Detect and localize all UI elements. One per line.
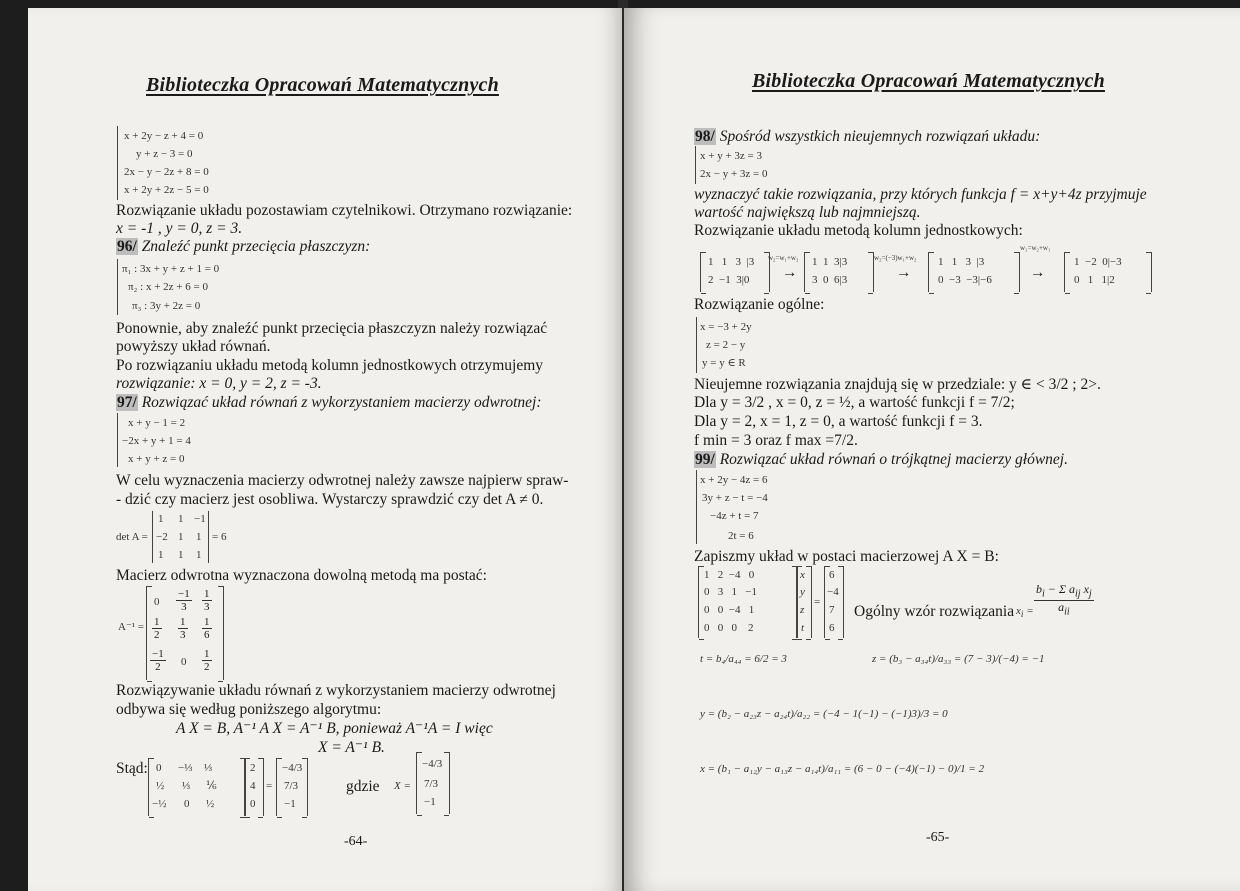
matrix-cell: 1 3 (180, 616, 186, 641)
system-brace (696, 470, 697, 544)
paragraph: Ponownie, aby znaleźć punkt przecięcia płaszczyzn należy rozwiązać (116, 320, 548, 337)
equation: x + y + z = 0 (128, 453, 185, 465)
equation: 2x − y − 2z + 8 = 0 (124, 166, 209, 178)
det-label: det A = (116, 531, 148, 543)
paragraph: Po rozwiązaniu układu metodą kolumn jednostkowych otrzymujemy (116, 357, 544, 374)
matrix-cell: 1 3 (204, 588, 210, 613)
det-bar (152, 511, 153, 563)
paragraph: Dla y = 3/2 , x = 0, z = ½, a wartość funkcji f = 7/2; (694, 394, 1015, 411)
equation: −2x + y + 1 = 4 (122, 435, 191, 447)
paragraph: Rozwiązywanie układu równań z wykorzystaniem macierzy odwrotnej (116, 682, 556, 699)
eq-x: x = (b₁ − a₁₂y − a₁₃z − a₁₄t)/a₁₁ = (6 − 0 − (−4)(−1) − 0)/1 = 2 (700, 763, 985, 775)
det-cell: 1 (178, 549, 184, 561)
paragraph: W celu wyznaczenia macierzy odwrotnej należy zawsze najpierw spraw- (116, 472, 569, 489)
matrix-cell: 1 6 (204, 616, 210, 641)
matrix-cell: 1 2 (204, 648, 210, 673)
problem-96: 96/ Znaleźć punkt przecięcia płaszczyzn: (117, 238, 371, 255)
paragraph: Rozwiązanie układu metodą kolumn jednostkowych: (694, 222, 1023, 239)
arrow: → (782, 264, 798, 281)
paragraph: powyższy układ równań. (116, 338, 271, 355)
page-header: Biblioteczka Opracowań Matematycznych (146, 74, 499, 96)
row-op: w₂=w₁+w₂ (768, 254, 799, 262)
det-cell: 1 (158, 513, 164, 525)
det-value: = 6 (212, 531, 227, 543)
equation: y = y ∈ R (702, 357, 746, 369)
matrix-cell: 1 2 (154, 616, 160, 641)
paragraph: Zapiszmy układ w postaci macierzowej A X = B: (694, 548, 999, 565)
ainv-label: A⁻¹ = (118, 621, 145, 633)
paragraph: rozwiązanie: x = 0, y = 2, z = -3. (116, 375, 322, 392)
system-brace (696, 317, 697, 373)
det-cell: 1 (158, 549, 164, 561)
arrow: → (1030, 264, 1046, 281)
paragraph: f min = 3 oraz f max =7/2. (694, 432, 858, 449)
matrix-cell: 0 (154, 596, 160, 608)
stad-label: Stąd: (116, 760, 148, 777)
paragraph: Nieujemne rozwiązania znajdują się w przedziale: y ∈ < 3/2 ; 2>. (694, 376, 1101, 393)
problem-97: 97/ Rozwiązać układ równań z wykorzystaniem macierzy odwrotnej: (117, 394, 542, 411)
equation: x = −3 + 2y (700, 321, 752, 333)
equation: π₃ : 3y + 2z = 0 (132, 300, 201, 312)
solution: x = -1 , y = 0, z = 3. (116, 220, 243, 237)
equation: x + 2y − z + 4 = 0 (124, 130, 204, 142)
equation: 3y + z − t = −4 (702, 492, 768, 504)
eq-t: t = b₄/a₄₄ = 6/2 = 3 (700, 653, 787, 665)
system-brace (695, 146, 696, 184)
algorithm-line: A X = B, A⁻¹ A X = A⁻¹ B, ponieważ A⁻¹A = I więc (176, 720, 493, 737)
equation: 2x − y + 3z = 0 (700, 168, 768, 180)
eq-z: z = (b₃ − a₃₄t)/a₃₃ = (7 − 3)/(−4) = −1 (872, 653, 1045, 665)
equation: z = 2 − y (706, 339, 746, 351)
problem-98: 98/ Spośród wszystkich nieujemnych rozwiązań układu: (695, 128, 1041, 145)
row-op: w₂=(−3)w₁+w₂ (874, 254, 917, 262)
problem-99: 99/ Rozwiązać układ równań o trójkątnej macierzy głównej. (695, 451, 1068, 468)
matrix-cell: −1 3 (178, 588, 190, 613)
det-cell: 1 (178, 513, 184, 525)
system-brace (117, 413, 118, 467)
page-number: -64- (344, 834, 368, 849)
arrow: → (896, 264, 912, 281)
equation: x + y − 1 = 2 (128, 417, 186, 429)
row-op: w₁=w₂+w₁ (1020, 244, 1051, 252)
equation: x + 2y − 4z = 6 (700, 474, 768, 486)
paragraph: - dzić czy macierz jest osobliwa. Wystarczy sprawdzić czy det A ≠ 0. (116, 491, 544, 508)
equation: 2t = 6 (728, 530, 754, 542)
det-bar (208, 511, 209, 563)
gdzie-label: gdzie (346, 778, 380, 795)
det-cell: 1 (178, 531, 184, 543)
det-cell: 1 (196, 549, 202, 561)
system-brace (117, 126, 118, 200)
right-page: Biblioteczka Opracowań Matematycznych 98/ Spośród wszystkich nieujemnych rozwiązań układu: x + y + 3z = 3 2x − y + 3z = 0 wyznaczyć takie rozwiązania, przy których funkcja f = x+y+4z przyjmuje wartość największą lub najmniejszą. Rozwiązanie układu metodą kolumn jednostkowych: 1 1 3 |3 2 −1 3|0 w₂=w₁+w₂ → 1 1 3|3 3 0 6|3 w₂=(−3)w₁+w₂ → 1 1 3 |3 0 −3 −3|−6 w₁=w₂+w₁ → 1 −2 0|−3 0 1 1|2 Rozwiązanie ogólne: x = −3 + 2y z = 2 − y y = y ∈ R Nieujemne rozwiązania znajdują się w przedziale: y ∈ < 3/2 ; 2>. Dla y = 3/2 , x = 0, z = ½, a wartość funkcji f = 7/2; Dla y = 2, x = 1, z = 0, a wartość funkcji f = 3. f min = 3 oraz f max =7/2. 99/ Rozwiązać układ równań o trójkątnej macierzy głównej. x + 2y − 4z = 6 3y + z − t = −4 −4z + t = 7 2t = 6 Zapiszmy układ w postaci macierzowej A X = B: 1 2 −4 0 0 3 1 −1 0 0 −4 1 0 0 0 2 x y z t = 6 −4 7 6 Ogólny wzór rozwiązania $b_i - \Sigma$ $a_{ij}$ $x_j$ $a_{ii}$ $x_i$ = t = b₄/a₄₄ = 6/2 = 3 z = (b₃ − a₃₄t)/a₃₃ = (7 − 3)/(−4) = −1 y = (b₂ − a₂₃z − a₂₄t)/a₂₂ = (−4 − 1(−1) − (−1)3)/3 = 0 x = (b₁ − a₁₂y − a₁₃z − a₁₄t)/a₁₁ = (6 − 0 − (−4)(−1) − 0)/1 = 2 -65- (624, 8, 1240, 891)
equation: π₂ : x + 2z + 6 = 0 (128, 281, 208, 293)
paragraph: wyznaczyć takie rozwiązania, przy których funkcja f = x+y+4z przyjmuje (694, 186, 1147, 203)
page-number: -65- (926, 830, 950, 845)
paragraph: odbywa się według poniższego algorytmu: (116, 701, 382, 718)
system-brace (117, 259, 118, 315)
formula-label: Ogólny wzór rozwiązania (854, 603, 1015, 620)
paragraph: wartość największą lub najmniejszą. (694, 204, 921, 221)
paragraph: Rozwiązanie układu pozostawiam czytelnikowi. Otrzymano rozwiązanie: (116, 202, 573, 219)
paragraph: Rozwiązanie ogólne: (694, 296, 825, 313)
equation: y + z − 3 = 0 (136, 148, 193, 160)
eq-y: y = (b₂ − a₂₃z − a₂₄t)/a₂₂ = (−4 − 1(−1) − (−1)3)/3 = 0 (700, 708, 948, 720)
paragraph: Macierz odwrotna wyznaczona dowolną metodą ma postać: (116, 567, 487, 584)
matrix-cell: 0 (181, 656, 187, 668)
matrix-cell: −1 2 (152, 648, 164, 673)
det-cell: 1 (196, 531, 202, 543)
left-page: Biblioteczka Opracowań Matematycznych x + 2y − z + 4 = 0 y + z − 3 = 0 2x − y − 2z + 8 = 0 x + 2y + 2z − 5 = 0 Rozwiązanie układu pozostawiam czytelnikowi. Otrzymano rozwiązanie: x = -1 , y = 0, z = 3. 96/ Znaleźć punkt przecięcia płaszczyzn: π₁ : 3x + y + z + 1 = 0 π₂ : x + 2z + 6 = 0 π₃ : 3y + 2z = 0 Ponownie, aby znaleźć punkt przecięcia płaszczyzn należy rozwiązać powyższy układ równań. Po rozwiązaniu układu metodą kolumn jednostkowych otrzymujemy rozwiązanie: x = 0, y = 2, z = -3. 97/ Rozwiązać układ równań z wykorzystaniem macierzy odwrotnej: x + y − 1 = 2 −2x + y + 1 = 4 x + y + z = 0 W celu wyznaczenia macierzy odwrotnej należy zawsze najpierw spraw- - dzić czy macierz jest osobliwa. Wystarczy sprawdzić czy det A ≠ 0. det A = 1 1 −1 −2 1 1 1 1 1 = 6 Macierz odwrotna wyznaczona dowolną metodą ma postać: A⁻¹ = 0 −1 3 1 3 1 2 1 3 1 6 −1 2 0 1 2 Rozwiązywanie układu równań z wykorzystaniem macierzy odwrotnej odbywa się według poniższego algorytmu: A X = B, A⁻¹ A X = A⁻¹ B, ponieważ A⁻¹A = I więc X = A⁻¹ B. Stąd: 0 −⅓ ⅓ ½ ⅓ ⅙ −½ 0 ½ 2 4 0 = −4/3 7/3 −1 gdzie X = −4/3 7/3 −1 -64- (28, 8, 622, 891)
general-formula: $b_i - \Sigma$ $a_{ij}$ $x_j$ $a_{ii}$ (1036, 582, 1092, 618)
equation: x + y + 3z = 3 (700, 150, 762, 162)
paragraph: Dla y = 2, x = 1, z = 0, a wartość funkcji f = 3. (694, 413, 983, 430)
equation: −4z + t = 7 (710, 510, 759, 522)
det-cell: −2 (156, 531, 168, 543)
equation: π₁ : 3x + y + z + 1 = 0 (122, 263, 220, 275)
equation: x + 2y + 2z − 5 = 0 (124, 184, 209, 196)
algorithm-line: X = A⁻¹ B. (318, 739, 385, 756)
page-header: Biblioteczka Opracowań Matematycznych (752, 70, 1105, 92)
det-cell: −1 (194, 513, 206, 525)
